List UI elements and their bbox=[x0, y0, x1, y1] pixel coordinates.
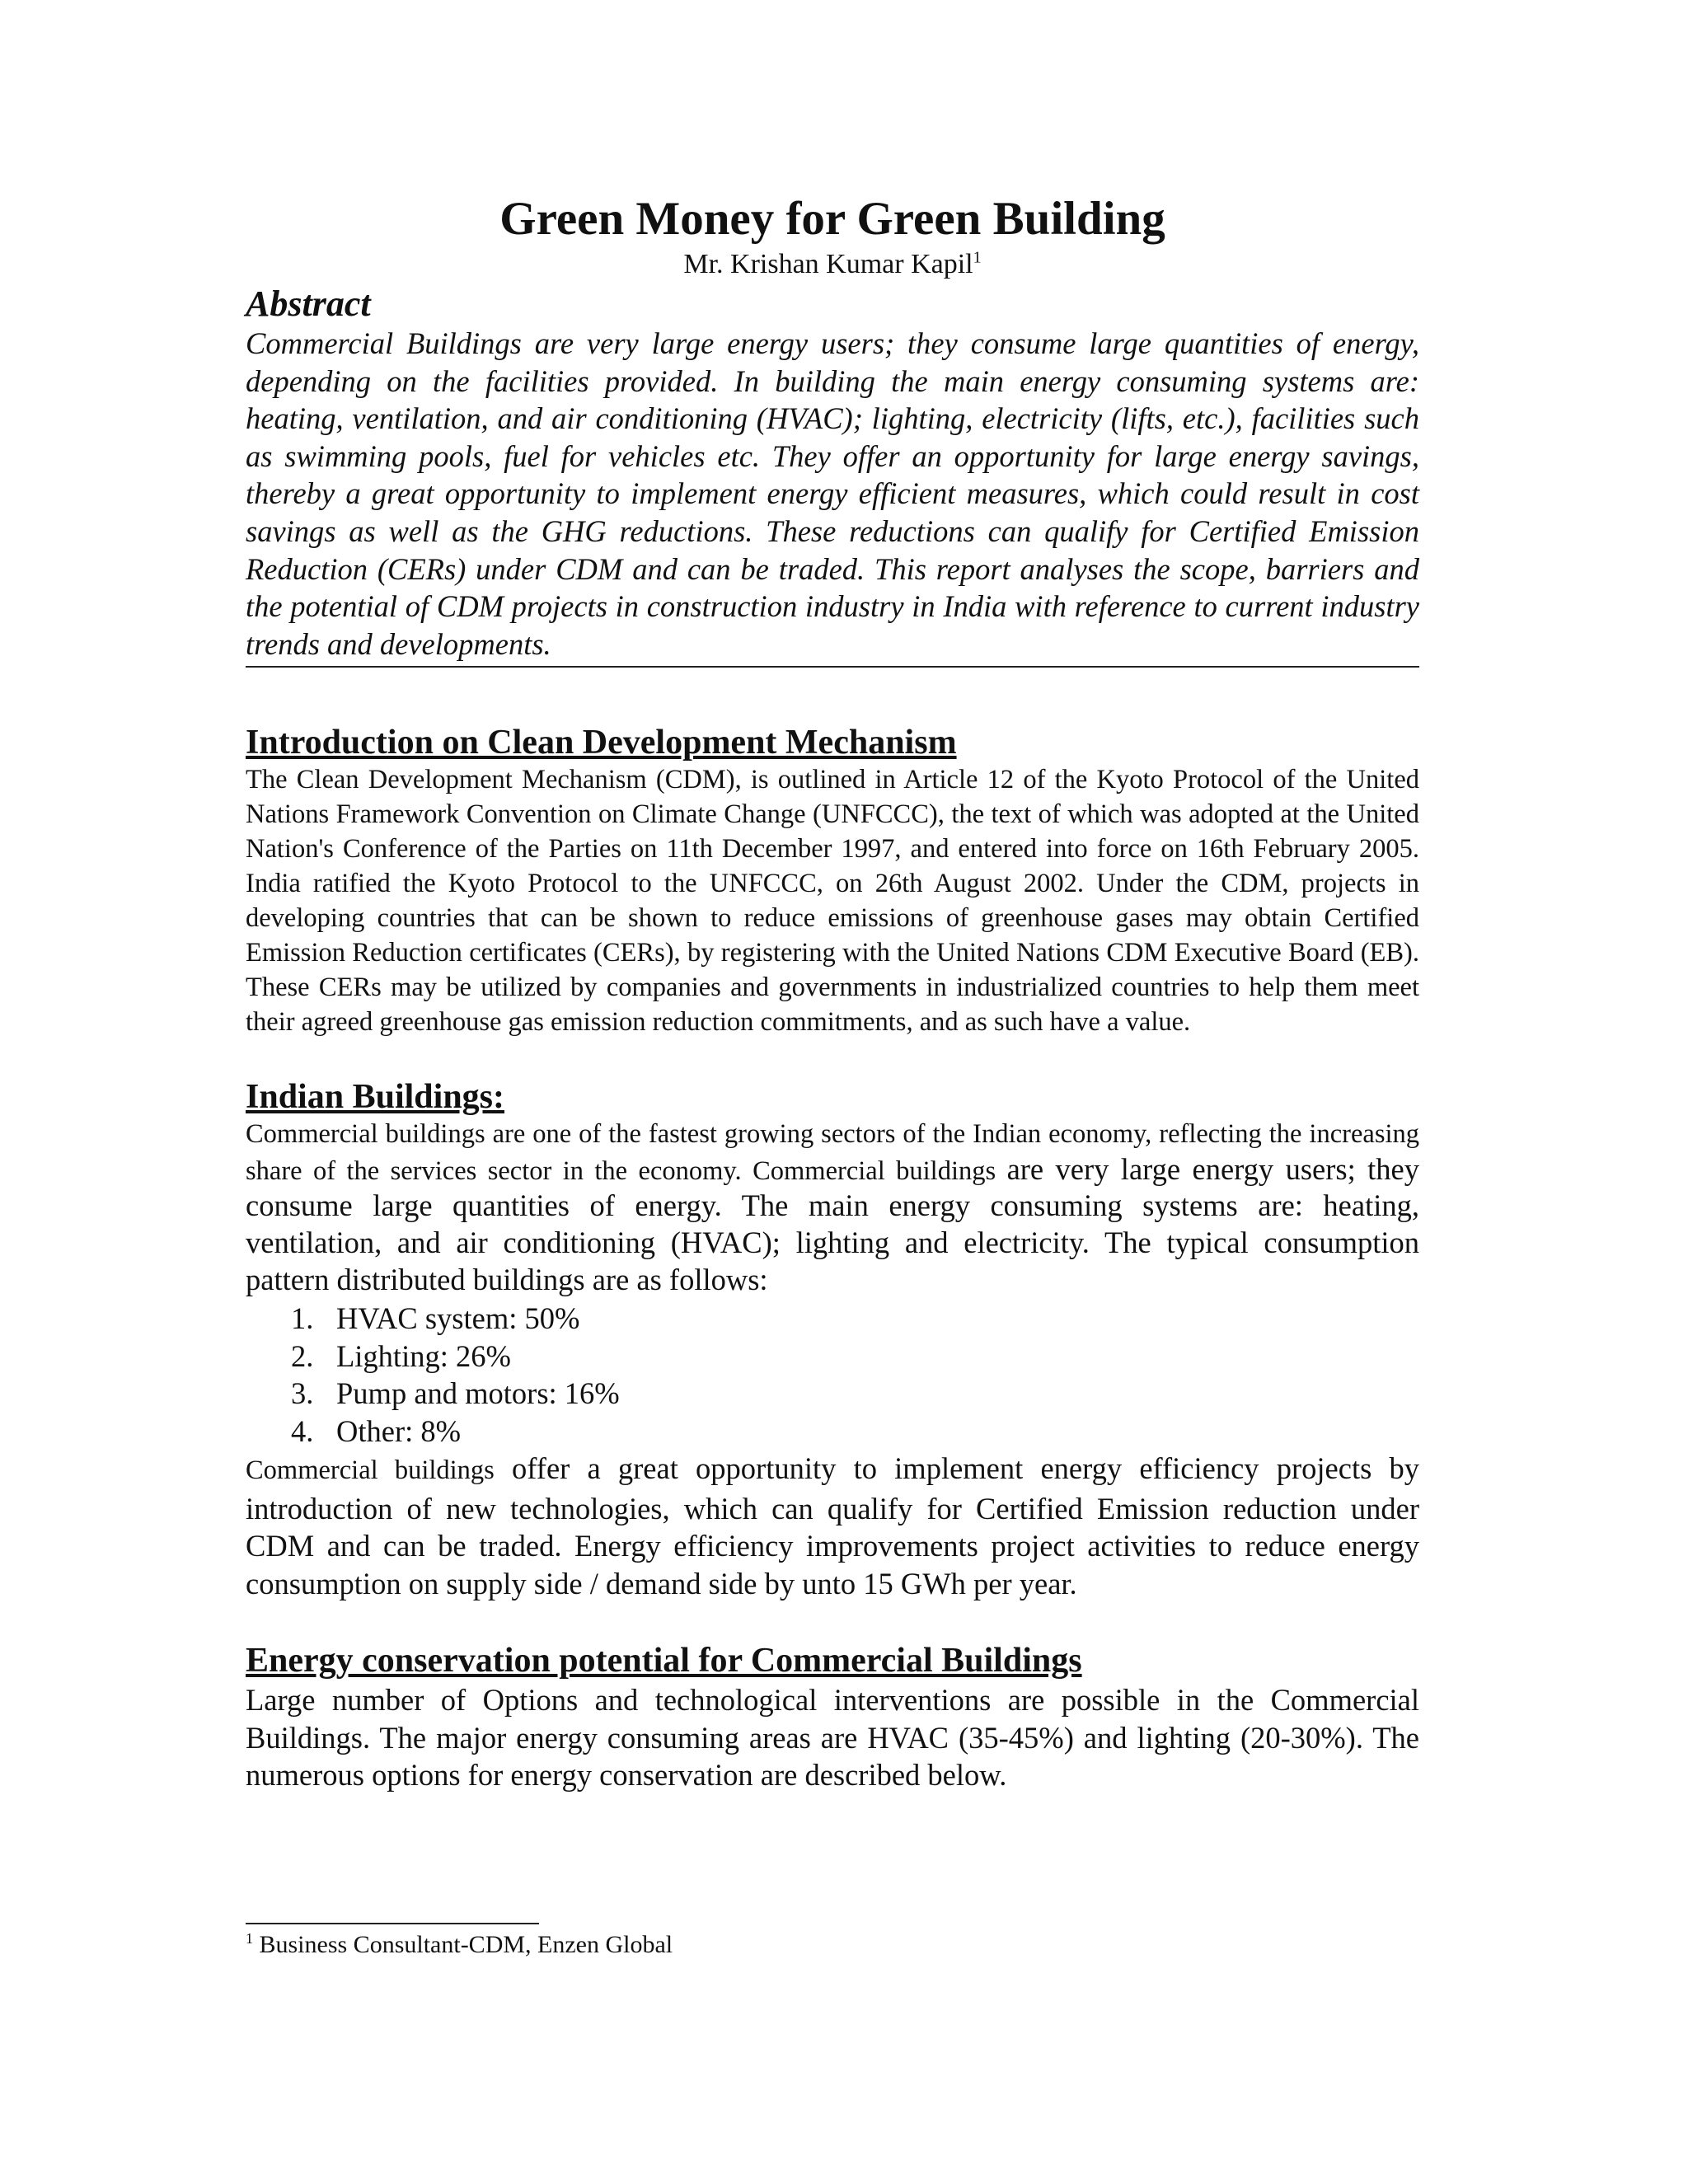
list-item bbox=[291, 1338, 1419, 1376]
indian-buildings-intro-large: are very large energy users; they consume large quantities of energy. The main energy consuming systems are: heating, ventilation, and air conditioning (HVAC); lighting and electricity. The typical consumption pattern distributed buildings are as follows: bbox=[246, 1151, 1419, 1297]
author-name: Mr. Krishan Kumar Kapil bbox=[683, 249, 973, 279]
list-item bbox=[291, 1300, 1419, 1338]
abstract-heading: Abstract bbox=[246, 284, 371, 324]
footnote-divider bbox=[246, 1923, 539, 1924]
section-heading-energy-conservation: Energy conservation potential for Commercial Buildings bbox=[246, 1642, 1082, 1680]
section-heading-indian-buildings: Indian Buildings: bbox=[246, 1077, 505, 1116]
section-heading-cdm: Introduction on Clean Development Mechanism bbox=[246, 724, 957, 762]
list-item-text: Pump and motors: 16% bbox=[336, 1376, 620, 1411]
closing-large: offer a great opportunity to implement energy efficiency projects by introduction of new technologies, which can qualify for Certified Emission reduction under CDM and can be traded. Energy efficiency improvements project activities to reduce energy consumption on supply side / demand side by unto 15 GWh per year. bbox=[246, 1451, 1419, 1601]
footnote bbox=[246, 1929, 673, 1961]
list-item-text: Other: 8% bbox=[336, 1413, 462, 1448]
author-footnote-marker[interactable]: 1 bbox=[973, 248, 982, 267]
section-text-cdm: The Clean Development Mechanism (CDM), is outlined in Article 12 of the Kyoto Protocol of the United Nations Framework Convention on Climate Change (UNFCCC), the text of which was adopted at the United Nation's Conference of the Parties on 11th December 1997, and entered into force on 16th February 2005. India ratified the Kyoto Protocol to the UNFCCC, on 26th August 2002. Under the CDM, projects in developing countries that can be shown to reduce emissions of greenhouse gases may obtain Certified Emission Reduction certificates (CERs), by registering with the United Nations CDM Executive Board (EB). These CERs may be utilized by companies and governments in industrialized countries to help them meet their agreed greenhouse gas emission reduction commitments, and as such have a value. bbox=[246, 765, 1419, 1037]
document-title: Green Money for Green Building bbox=[499, 193, 1165, 245]
section-text-energy-conservation: Large number of Options and technological interventions are possible in the Commercial Buildings. The major energy consuming areas are HVAC (35-45%) and lighting (20-30%). The numerous options for energy conservation are described below. bbox=[246, 1683, 1419, 1793]
list-item bbox=[291, 1375, 1419, 1413]
list-item-number: 2. bbox=[291, 1338, 314, 1373]
list-item-number: 3. bbox=[291, 1376, 314, 1411]
list-item bbox=[291, 1413, 1419, 1451]
section-text-indian-buildings bbox=[246, 1118, 1419, 1301]
closing-small: Commercial buildings bbox=[246, 1455, 495, 1486]
list-item-text: Lighting: 26% bbox=[336, 1338, 511, 1373]
indian-buildings-intro-small: Commercial buildings are one of the fastest growing sectors of the Indian economy, reflecting the increasing share of the services sector in the economy. Commercial buildings bbox=[246, 1118, 1419, 1186]
abstract-text: Commercial Buildings are very large energy users; they consume large quantities of energy, depending on the facilities provided. In building the main energy consuming systems are: heating, ventilation, and air conditioning (HVAC); lighting, electricity (lifts, etc.), facilities such as swimming pools, fuel for vehicles etc. They offer an opportunity for large energy savings, thereby a great opportunity to implement energy efficient measures, which could result in cost savings as well as the GHG reductions. These reductions can qualify for Certified Emission Reduction (CERs) under CDM and can be traded. This report analyses the scope, barriers and the potential of CDM projects in construction industry in India with reference to current industry trends and developments. bbox=[246, 326, 1419, 661]
consumption-pattern-list bbox=[246, 1300, 1419, 1450]
footnote-text: Business Consultant-CDM, Enzen Global bbox=[259, 1931, 673, 1958]
list-item-number: 1. bbox=[291, 1301, 314, 1336]
footnote-marker: 1 bbox=[246, 1930, 253, 1947]
section-closing-indian-buildings bbox=[246, 1450, 1419, 1602]
list-item-text: HVAC system: 50% bbox=[336, 1301, 580, 1336]
author-line bbox=[246, 247, 1419, 282]
list-item-number: 4. bbox=[291, 1413, 314, 1448]
document-page bbox=[246, 191, 1419, 1794]
